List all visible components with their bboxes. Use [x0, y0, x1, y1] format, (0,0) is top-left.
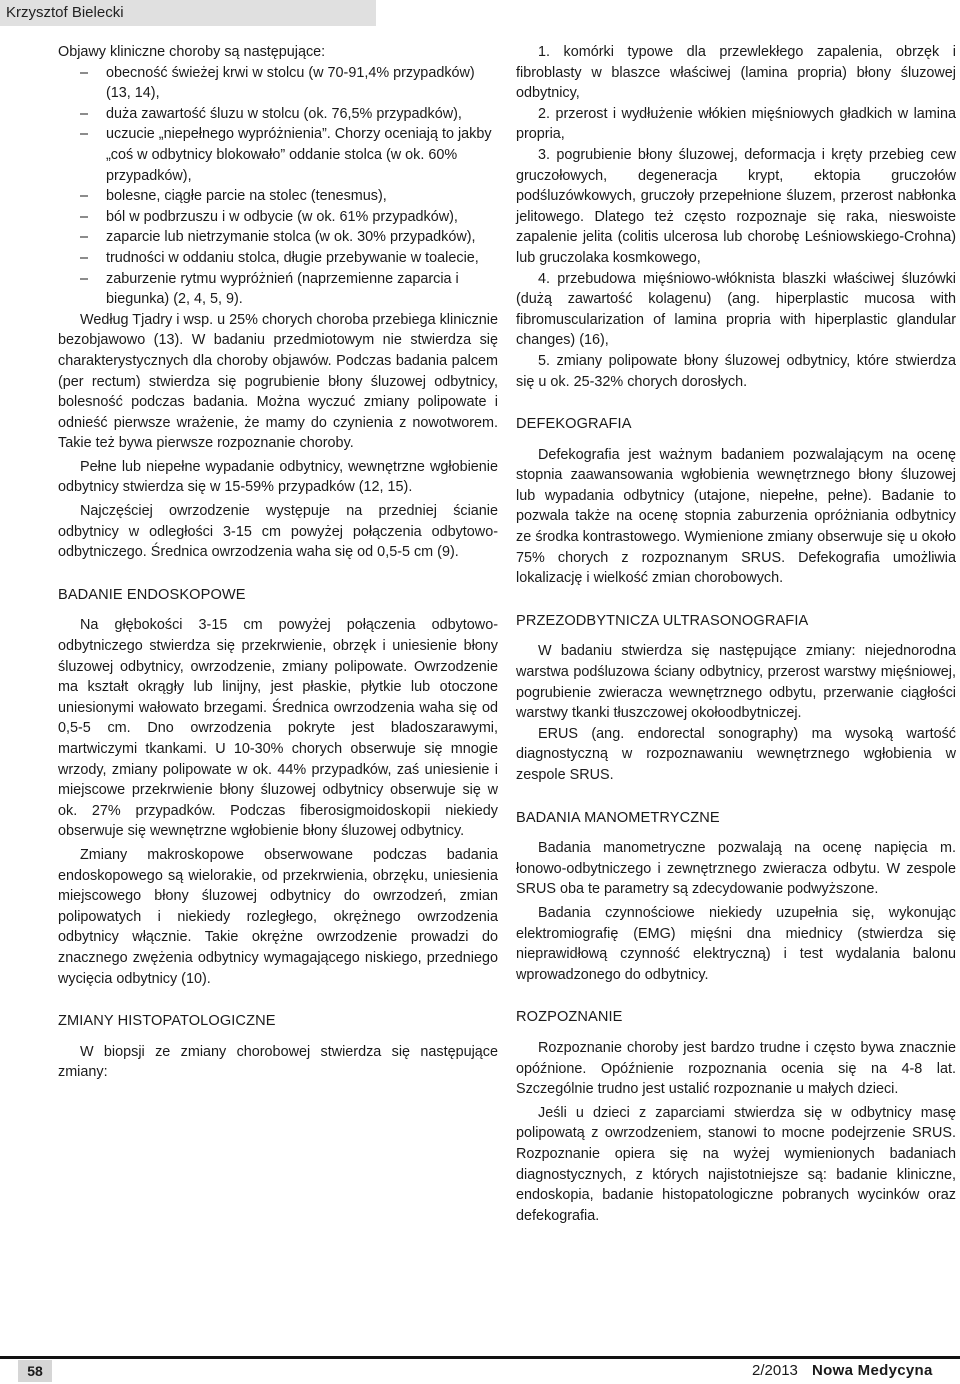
heading-diagnosis: ROZPOZNANIE — [516, 1009, 623, 1026]
paragraph-endoscopy: Na głębokości 3-15 cm powyżej połączenia odbytowo-odbytniczego stwierdza się przekrwienie, obrzęk i uniesienie błony śluzowej odbytnicy, owrzodzenie, zmiany polipowate. Owrzodzenie ma kształt okrągły lub linijny, jest płaskie, płytkie lub otoczone uniesionymi wałowato brzegami. Średnica owrzodzenia waha się od 0,5-5 cm. Dno owrzodzenia pokryte jest bladoszarawymi, martwiczymi tkankami. U 10-30% chorych obserwuje się mnogie wrzody, zmiany polipowate w ok. 44% przypadków, zaś uniesienie i miejscowe przekrwienie błony śluzowej odbytnicy obserwuje się w ok. 27% przypadków. Podczas fiberosigmoidoskopii niekiedy obserwuje się wewnętrzne wgłobienie błony śluzowej odbytnicy. — [58, 617, 498, 840]
symptoms-intro: Objawy kliniczne choroby są następujące: — [58, 44, 326, 60]
symptom-item: – trudności w oddaniu stolca, długie przebywanie w toalecie, — [58, 248, 498, 269]
heading-manometry: BADANIA MANOMETRYCZNE — [516, 809, 720, 826]
histo-item: 3. pogrubienie błony śluzowej, deformacja i kręty przebieg cew gruczołowych, degeneracja krypt, ektopia gruczołów podśluzówkowych, gruczoły przepełnione śluzem, przerost nabłonka jelitowego. Dlatego też często rozpoznaje się raka, nieswoiste zapalenie jelita (colitis ulcerosa lub chorobę Leśniowskiego-Crohna) lub gruczolaka kosmkowego, — [516, 146, 956, 266]
issue-label: 2/2013 — [752, 1362, 798, 1379]
paragraph-biopsy: W biopsji ze zmiany chorobowej stwierdza się następujące zmiany: — [58, 1043, 498, 1081]
journal-title: Nowa Medycyna — [812, 1362, 933, 1379]
heading-defecography: DEFEKOGRAFIA — [516, 416, 632, 433]
histo-item: 1. komórki typowe dla przewlekłego zapalenia, obrzęk i fibroblasty w blaszce właściwej (lamina propria) błony śluzowej odbytnicy, — [516, 44, 956, 102]
right-column — [516, 42, 956, 1226]
left-column — [58, 42, 498, 1083]
symptom-item: – zaburzenie rytmu wypróżnień (naprzemienne zaparcia i biegunka) (2, 4, 5, 9). — [58, 269, 498, 310]
paragraph-erus: ERUS (ang. endorectal sonography) ma wysoką wartość diagnostyczną w rozpoznawaniu wewnętrznego wgłobienia w zespole SRUS. — [516, 725, 956, 783]
page-number: 58 — [18, 1360, 52, 1382]
running-head-author: Krzysztof Bielecki — [0, 0, 376, 26]
paragraph-emg: Badania czynnościowe niekiedy uzupełnia się, wykonując elektromiografię (EMG) mięśni dna miednicy (stwierdza się nieprawidłową czynność elektryczną) i test wydalania balonu wprowadzonego do odbytnicy. — [516, 904, 956, 983]
heading-ultrasonography: PRZEZODBYTNICZA ULTRASONOGRAFIA — [516, 612, 809, 629]
paragraph-clinical: Według Tjadry i wsp. u 25% chorych choroba przebiega klinicznie bezobjawowo (13). W badaniu przedmiotowym nie stwierdza się charakterystycznych dla choroby objawów. Podczas badania palcem (per rectum) stwierdza się pogrubienie błony śluzowej odbytnicy, bolesność podczas badania. Można wyczuć zmiany polipowate i odnieść pierwsze wrażenie, że mamy do czynienia z nowotworem. Takie też bywa pierwsze rozpoznanie choroby. — [58, 311, 498, 452]
histo-item: 5. zmiany polipowate błony śluzowej odbytnicy, które stwierdza się u ok. 25-32% chorych dorosłych. — [516, 352, 956, 390]
paragraph-manometry: Badania manometryczne pozwalają na ocenę napięcia m. łonowo-odbytniczego i zewnętrznego zwieracza odbytu. W zespole SRUS oba te parametry są zdecydowanie podwyższone. — [516, 840, 956, 898]
symptom-item: – duża zawartość śluzu w stolcu (ok. 76,5% przypadków), — [58, 104, 498, 125]
paragraph-ulcer-location: Najczęściej owrzodzenie występuje na przedniej ścianie odbytnicy w odległości 3-15 cm powyżej połączenia odbytowo-odbytniczego. Średnica owrzodzenia waha się od 0,5-5 cm (9). — [58, 503, 498, 561]
paragraph-diagnosis-children: Jeśli u dzieci z zaparciami stwierdza się w odbytnicy masę polipowatą z owrzodzeniem, stanowi to mocne podejrzenie SRUS. Rozpoznanie opiera się na wyżej wymienionych badaniach diagnostycznych, z których najistotniejsze są: badanie kliniczne, endoskopia, badanie histopatologiczne pobranych wycinków oraz defekografia. — [516, 1104, 956, 1224]
paragraph-prolapse: Pełne lub niepełne wypadanie odbytnicy, wewnętrzne wgłobienie odbytnicy stwierdza się w 15-59% przypadków (12, 15). — [58, 458, 498, 496]
symptom-item: – obecność świeżej krwi w stolcu (w 70-91,4% przypadków) (13, 14), — [58, 63, 498, 104]
heading-endoscopy: BADANIE ENDOSKOPOWE — [58, 586, 246, 603]
paragraph-defecography: Defekografia jest ważnym badaniem pozwalającym na ocenę stopnia zaawansowania wgłobienia wewnętrznego błony śluzowej lub wypadania odbytnicy (utajone, niepełne, pełne). Badanie to pozwala także na ocenę stopnia zaburzenia opróżniania odbytnicy ze środka kontrastowego. Wymienione zmiany obserwuje się u około 75% chorych z rozpoznanym SRUS. Defekografia umożliwia lokalizację i wielkość zmian chorobowych. — [516, 446, 956, 587]
paragraph-diagnosis-delay: Rozpoznanie choroby jest bardzo trudne i często bywa znacznie opóźnione. Opóźnienie rozpoznania ocenia się na 4-8 lat. Szczególnie trudno jest ustalić rozpoznanie u małych dzieci. — [516, 1039, 956, 1098]
symptom-item: – uczucie „niepełnego wypróżnienia”. Chorzy oceniają to jakby „coś w odbytnicy blokowało” oddanie stolca (w ok. 60% przypadków), — [58, 124, 498, 186]
paragraph-macroscopic: Zmiany makroskopowe obserwowane podczas badania endoskopowego są wielorakie, od przekrwienia, obrzęku, uniesienia miejscowego błony śluzowej odbytnicy do owrzodzeń, zmian polipowatych i niekiedy rozległego, okrężnego owrzodzenia odbytnicy włącznie. Takie okrężne owrzodzenie prowadzi do znacznego zwężenia odbytnicy wymagającego niskiego, przedniego wycięcia odbytnicy (10). — [58, 846, 498, 987]
heading-histopathology: ZMIANY HISTOPATOLOGICZNE — [58, 1013, 276, 1030]
footer-rule — [0, 1356, 960, 1359]
histo-item: 4. przebudowa mięśniowo-włóknista blaszki właściwej śluzówki (dużą zawartość kolagenu) (ang. hiperplastic mucosa with fibromuscularization of lamina propria with hiperplastic glandular changes) (16), — [516, 270, 956, 349]
paragraph-ultrasonography: W badaniu stwierdza się następujące zmiany: niejednorodna warstwa podśluzowa ściany odbytnicy, przerost warstwy mięśniowej, pogrubienie zwieracza wewnętrznego odbytu, przerwanie ciągłości warstwy tkanki tłuszczowej okołoodbytniczej. — [516, 643, 956, 722]
symptom-item: – zaparcie lub nietrzymanie stolca (w ok. 30% przypadków), — [58, 227, 498, 248]
symptom-item: – bolesne, ciągłe parcie na stolec (tenesmus), — [58, 186, 498, 207]
symptom-item: – ból w podbrzuszu i w odbycie (w ok. 61% przypadków), — [58, 207, 498, 228]
histo-item: 2. przerost i wydłużenie włókien mięśniowych gładkich w lamina propria, — [516, 105, 956, 143]
symptom-list — [58, 63, 498, 310]
